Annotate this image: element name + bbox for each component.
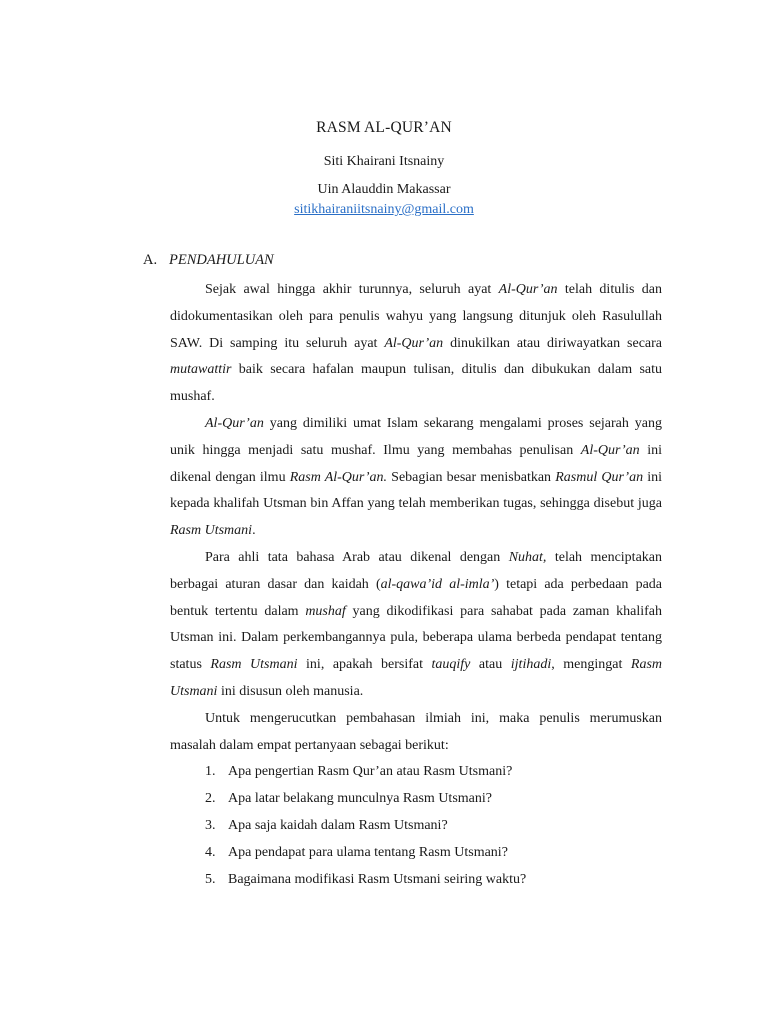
list-item-text: Apa saja kaidah dalam Rasm Utsmani? — [228, 817, 448, 833]
italic-term: mutawattir — [170, 362, 232, 378]
italic-term: Al-Qur’an — [580, 442, 640, 458]
list-number: 4. — [205, 844, 216, 860]
text-run: Sebagian besar menisbatkan — [387, 469, 556, 485]
italic-term: tauqify — [431, 657, 471, 673]
paragraph-3 — [170, 545, 662, 706]
italic-term: Rasm Utsmani — [210, 657, 298, 673]
list-number: 1. — [205, 764, 216, 780]
text-run: ini dikenal dengan ilmu — [170, 442, 662, 485]
paragraph-1 — [170, 277, 662, 411]
text-run: ) tetapi ada perbedaan pada bentuk tertentu dalam — [170, 576, 662, 619]
italic-term: Al-Qur’an — [384, 335, 444, 351]
text-run: dinukilkan atau diriwayatkan secara — [443, 335, 662, 351]
section-heading — [143, 252, 274, 269]
text-run: ini kepada khalifah Utsman bin Affan yang telah memberikan tugas, sehingga disebut juga — [170, 469, 662, 512]
list-number: 3. — [205, 817, 216, 833]
text-run: , mengingat — [551, 657, 631, 673]
list-item — [170, 840, 662, 867]
author-email-link[interactable]: sitikhairaniitsnainy@gmail.com — [294, 202, 474, 217]
italic-term: Rasm Utsmani — [170, 523, 253, 539]
italic-term: Rasm Al-Qur’an. — [289, 469, 388, 485]
author-name: Siti Khairani Itsnainy — [323, 154, 445, 169]
italic-term: al-qawa’id al-imla’ — [380, 576, 495, 592]
body-text — [170, 277, 662, 893]
italic-term: Nuhat, — [508, 549, 547, 565]
author-affiliation: Uin Alauddin Makassar — [317, 182, 451, 197]
paragraph-2 — [170, 411, 662, 545]
italic-term: Al-Qur’an — [205, 415, 264, 431]
text-run: ini, apakah bersifat — [297, 657, 432, 673]
list-item-text: Apa pengertian Rasm Qur’an atau Rasm Utsmani? — [228, 764, 513, 780]
paragraph-4: Untuk mengerucutkan pembahasan ilmiah ini, maka penulis merumuskan masalah dalam empat pertanyaan sebagai berikut: — [170, 710, 662, 753]
list-item-text: Apa pendapat para ulama tentang Rasm Utsmani? — [228, 844, 508, 860]
text-run: yang dikodifikasi para sahabat pada zaman khalifah Utsman ini. Dalam perkembangannya pula, beberapa ulama berbeda pendapat tentang status — [170, 603, 662, 673]
text-run: telah menciptakan berbagai aturan dasar dan kaidah ( — [170, 549, 662, 592]
text-run: baik secara hafalan maupun tulisan, ditulis dan dibukukan dalam satu mushaf. — [170, 362, 662, 405]
text-run: ini disusun oleh manusia. — [217, 683, 364, 699]
italic-term: Al-Qur’an — [498, 282, 558, 297]
italic-term: Rasmul Qur’an — [555, 469, 644, 485]
question-list — [170, 759, 662, 893]
list-number: 2. — [205, 791, 216, 807]
text-run: Para ahli tata bahasa Arab atau dikenal dengan — [205, 549, 509, 565]
list-item — [170, 813, 662, 840]
list-item-text: Apa latar belakang munculnya Rasm Utsmani? — [228, 791, 492, 807]
italic-term: Rasm Utsmani — [170, 657, 663, 699]
list-number: 5. — [205, 871, 216, 887]
text-run: Sejak awal hingga akhir turunnya, seluruh ayat — [205, 282, 499, 297]
list-item — [170, 759, 662, 786]
section-letter: A. — [143, 252, 158, 268]
list-item — [170, 867, 662, 894]
paper-title: RASM AL-QUR’AN — [316, 119, 452, 136]
text-run: atau — [470, 657, 511, 673]
text-run: . — [252, 523, 256, 539]
italic-term: mushaf — [305, 603, 346, 619]
italic-term: ijtihadi — [510, 657, 552, 673]
text-run: telah ditulis dan didokumentasikan oleh para penulis wahyu yang langsung ditunjuk oleh Rasulullah SAW. Di samping itu seluruh ayat — [170, 282, 662, 351]
list-item — [170, 786, 662, 813]
text-run: yang dimiliki umat Islam sekarang mengalami proses sejarah yang unik hingga menjadi satu mushaf. Ilmu yang membahas penulisan — [170, 415, 662, 458]
section-name: PENDAHULUAN — [169, 252, 274, 268]
list-item-text: Bagaimana modifikasi Rasm Utsmani seiring waktu? — [228, 871, 527, 887]
